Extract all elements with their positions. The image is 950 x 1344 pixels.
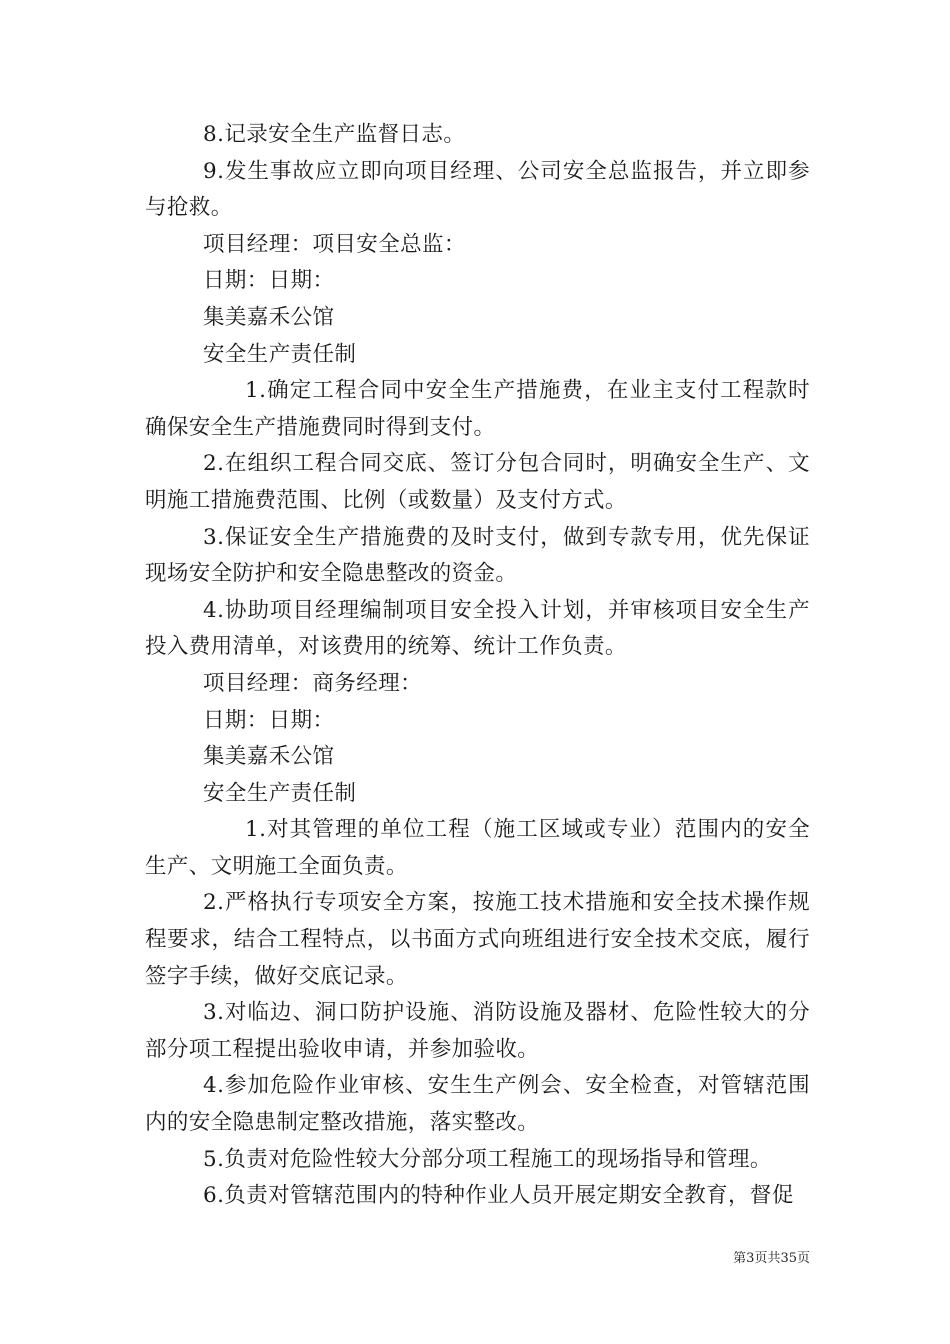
paragraph-item-3: 3.对临边、洞口防护设施、消防设施及器材、危险性较大的分部分项工程提出验收申请，并参加验收。: [145, 1000, 810, 1062]
paragraph-item-6: 6.负责对管辖范围内的特种作业人员开展定期安全教育，督促: [203, 1183, 794, 1209]
signature-line-project-manager-safety-director: 项目经理：项目安全总监：: [203, 231, 466, 257]
paragraph-item-8: 8.记录安全生产监督日志。: [203, 122, 466, 147]
project-name: 集美嘉禾公馆: [203, 744, 335, 770]
project-name: 集美嘉禾公馆: [203, 304, 335, 330]
paragraph-item-4: 4.参加危险作业审核、安生生产例会、安全检查，对管辖范围内的安全隐患制定整改措施，落实整改。: [145, 1073, 810, 1136]
document-body: [145, 117, 810, 1215]
paragraph-item-3: 3.保证安全生产措施费的及时支付，做到专款专用，优先保证现场安全防护和安全隐患整改的资金。: [145, 524, 810, 587]
paragraph-item-9: 9.发生事故应立即向项目经理、公司安全总监报告，并立即参与抢救。: [145, 158, 810, 221]
date-line: 日期：日期：: [203, 707, 335, 733]
paragraph-item-2: 2.在组织工程合同交底、签订分包合同时，明确安全生产、文明施工措施费范围、比例（或数量）及支付方式。: [145, 451, 810, 513]
section-title: 安全生产责任制: [203, 780, 357, 806]
paragraph-item-2: 2.严格执行专项安全方案，按施工技术措施和安全技术操作规程要求，结合工程特点，以书面方式向班组进行安全技术交底，履行签字手续，做好交底记录。: [145, 890, 810, 989]
section-title: 安全生产责任制: [203, 341, 357, 367]
paragraph-item-1: 1.确定工程合同中安全生产措施费，在业主支付工程款时确保安全生产措施费同时得到支付。: [145, 378, 810, 440]
page-number-footer: 第3页共35页: [733, 1251, 810, 1266]
signature-line-project-manager-business-manager: 项目经理：商务经理：: [203, 670, 423, 696]
date-line: 日期：日期：: [203, 268, 335, 294]
paragraph-item-4: 4.协助项目经理编制项目安全投入计划，并审核项目安全生产投入费用清单，对该费用的统筹、统计工作负责。: [145, 597, 810, 660]
paragraph-item-1: 1.对其管理的单位工程（施工区域或专业）范围内的安全生产、文明施工全面负责。: [145, 817, 810, 879]
paragraph-item-5: 5.负责对危险性较大分部分项工程施工的现场指导和管理。: [203, 1146, 772, 1172]
